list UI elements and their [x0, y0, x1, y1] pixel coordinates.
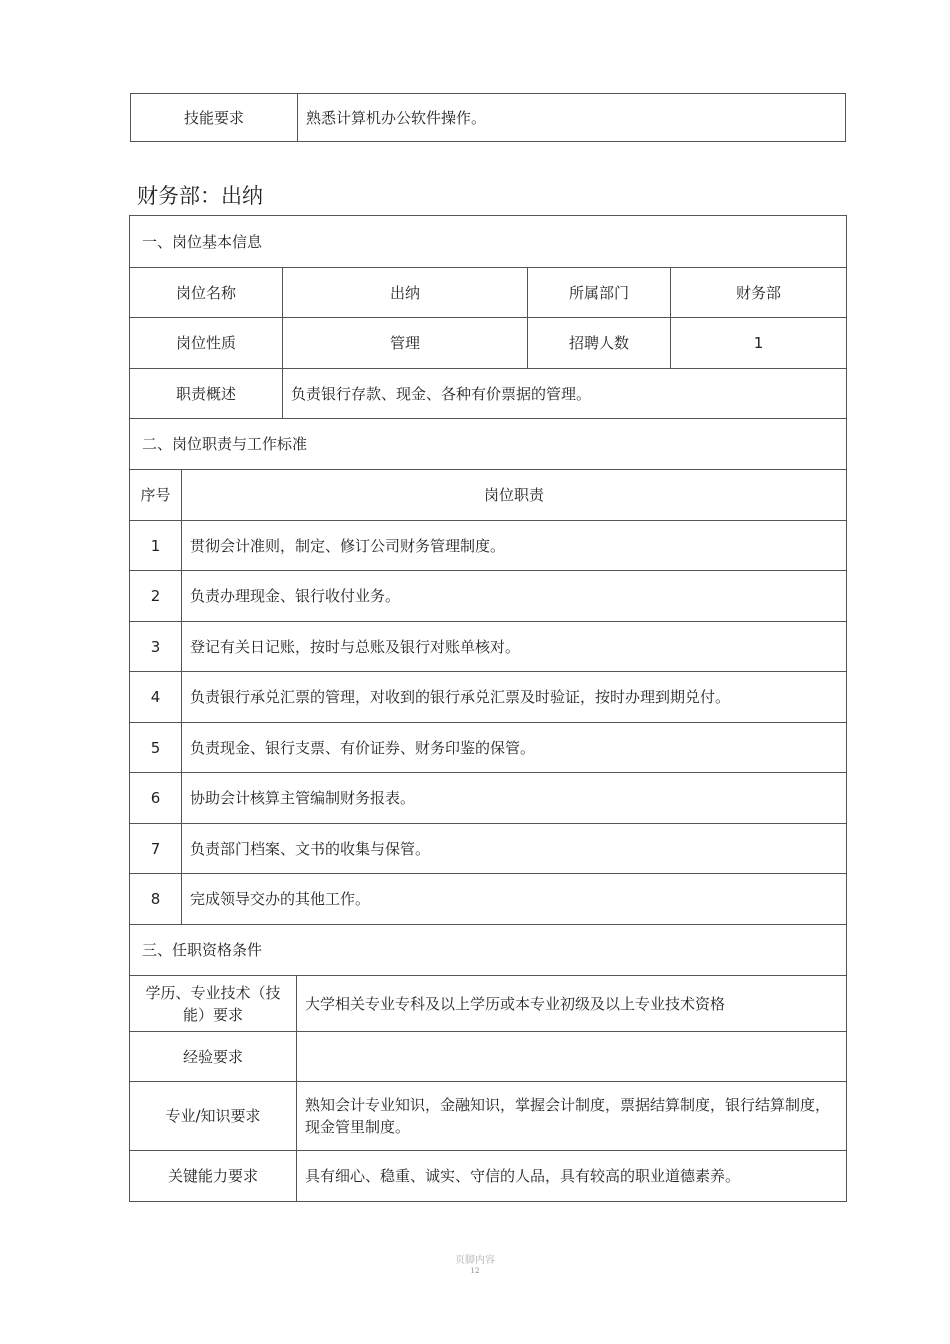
section1-heading: 一、岗位基本信息 — [130, 216, 847, 268]
position-name-value: 出纳 — [283, 268, 528, 318]
duty-no: 8 — [130, 874, 182, 925]
duties-header-row — [130, 470, 847, 521]
table-row — [130, 672, 847, 723]
qualification-row — [130, 1082, 847, 1151]
section3-heading-row — [130, 925, 847, 976]
skills-value: 熟悉计算机办公软件操作。 — [298, 94, 846, 142]
key-ability-value: 具有细心、稳重、诚实、守信的人品，具有较高的职业道德素养。 — [297, 1151, 847, 1202]
duty-no: 5 — [130, 723, 182, 773]
knowledge-label: 专业/知识要求 — [130, 1082, 297, 1151]
duty-no: 3 — [130, 622, 182, 672]
summary-label: 职责概述 — [130, 369, 283, 419]
nature-row — [130, 318, 847, 369]
summary-row — [130, 369, 847, 419]
duty-no: 6 — [130, 773, 182, 824]
experience-label: 经验要求 — [130, 1032, 297, 1082]
qualification-row — [130, 976, 847, 1032]
duty-text: 负责办理现金、银行收付业务。 — [182, 571, 847, 622]
section3-heading: 三、任职资格条件 — [130, 925, 847, 976]
job-description-table — [129, 215, 847, 1202]
col-duty-header: 岗位职责 — [182, 470, 847, 521]
section1-heading-row — [130, 216, 847, 268]
duty-no: 7 — [130, 824, 182, 874]
education-value: 大学相关专业专科及以上学历或本专业初级及以上专业技术资格 — [297, 976, 847, 1032]
headcount-label: 招聘人数 — [528, 318, 671, 369]
table-row — [130, 773, 847, 824]
duty-no: 4 — [130, 672, 182, 723]
department-label: 所属部门 — [528, 268, 671, 318]
page-number: 12 — [470, 1267, 480, 1275]
department-value: 财务部 — [671, 268, 847, 318]
duty-text: 负责现金、银行支票、有价证券、财务印鉴的保管。 — [182, 723, 847, 773]
qualification-row — [130, 1151, 847, 1202]
duty-text: 负责部门档案、文书的收集与保管。 — [182, 824, 847, 874]
duty-text: 完成领导交办的其他工作。 — [182, 874, 847, 925]
department-title: 财务部：出纳 — [137, 184, 263, 208]
duty-no: 1 — [130, 521, 182, 571]
col-no-header: 序号 — [130, 470, 182, 521]
experience-value — [297, 1032, 847, 1082]
duty-text: 登记有关日记账，按时与总账及银行对账单核对。 — [182, 622, 847, 672]
duty-no: 2 — [130, 571, 182, 622]
duty-text: 贯彻会计准则，制定、修订公司财务管理制度。 — [182, 521, 847, 571]
position-name-row — [130, 268, 847, 318]
knowledge-value: 熟知会计专业知识，金融知识，掌握会计制度，票据结算制度，银行结算制度，现金管里制度。 — [297, 1082, 847, 1151]
skills-row — [131, 94, 846, 142]
section2-heading-row — [130, 419, 847, 470]
skills-label: 技能要求 — [131, 94, 298, 142]
table-row — [130, 874, 847, 925]
summary-value: 负责银行存款、现金、各种有价票据的管理。 — [283, 369, 847, 419]
page-footer — [0, 1254, 950, 1276]
table-row — [130, 622, 847, 672]
qualification-row — [130, 1032, 847, 1082]
skills-table — [130, 93, 846, 142]
duty-text: 负责银行承兑汇票的管理，对收到的银行承兑汇票及时验证，按时办理到期兑付。 — [182, 672, 847, 723]
table-row — [130, 521, 847, 571]
table-row — [130, 824, 847, 874]
nature-value: 管理 — [283, 318, 528, 369]
position-name-label: 岗位名称 — [130, 268, 283, 318]
section2-heading: 二、岗位职责与工作标准 — [130, 419, 847, 470]
table-row — [130, 723, 847, 773]
table-row — [130, 571, 847, 622]
nature-label: 岗位性质 — [130, 318, 283, 369]
key-ability-label: 关键能力要求 — [130, 1151, 297, 1202]
duty-text: 协助会计核算主管编制财务报表。 — [182, 773, 847, 824]
headcount-value: 1 — [671, 318, 847, 369]
footer-text: 页脚内容 — [455, 1255, 495, 1266]
education-label: 学历、专业技术（技能）要求 — [130, 976, 297, 1032]
